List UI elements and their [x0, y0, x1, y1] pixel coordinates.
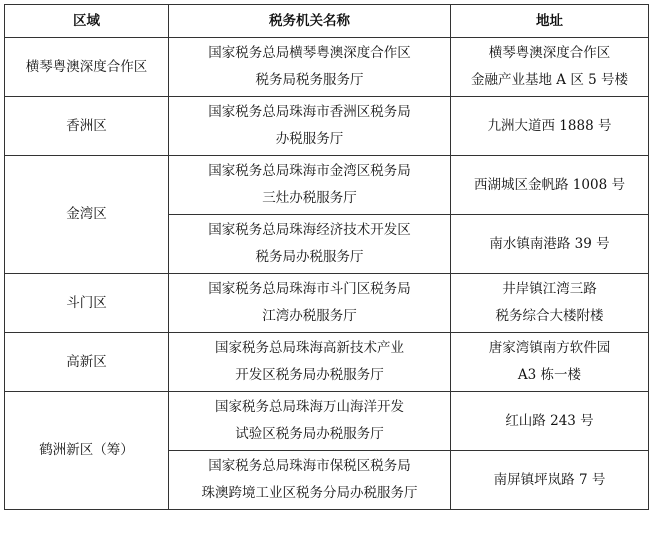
office-name-cell: 国家税务总局横琴粤澳深度合作区 税务局税务服务厅: [169, 38, 451, 97]
region-cell: 高新区: [5, 333, 169, 392]
region-cell: 斗门区: [5, 274, 169, 333]
header-region: 区域: [5, 5, 169, 38]
office-name-cell: 国家税务总局珠海市斗门区税务局 江湾办税服务厅: [169, 274, 451, 333]
table-row: [5, 156, 649, 215]
table-row: [5, 97, 649, 156]
address-cell: 九洲大道西 1888 号: [451, 97, 649, 156]
table-row: [5, 333, 649, 392]
region-cell: 金湾区: [5, 156, 169, 274]
table-row: [5, 274, 649, 333]
region-cell: 鹤洲新区（筹）: [5, 392, 169, 510]
address-cell: 红山路 243 号: [451, 392, 649, 451]
address-cell: 井岸镇江湾三路 税务综合大楼附楼: [451, 274, 649, 333]
region-cell: 横琴粤澳深度合作区: [5, 38, 169, 97]
address-cell: 西湖城区金帆路 1008 号: [451, 156, 649, 215]
address-cell: 南水镇南港路 39 号: [451, 215, 649, 274]
office-name-cell: 国家税务总局珠海高新技术产业 开发区税务局办税服务厅: [169, 333, 451, 392]
table-header-row: [5, 5, 649, 38]
header-address: 地址: [451, 5, 649, 38]
office-name-cell: 国家税务总局珠海市金湾区税务局 三灶办税服务厅: [169, 156, 451, 215]
header-office-name: 税务机关名称: [169, 5, 451, 38]
office-name-cell: 国家税务总局珠海万山海洋开发 试验区税务局办税服务厅: [169, 392, 451, 451]
tax-office-table: [4, 4, 649, 510]
office-name-cell: 国家税务总局珠海经济技术开发区 税务局办税服务厅: [169, 215, 451, 274]
table-row: [5, 392, 649, 451]
office-name-cell: 国家税务总局珠海市保税区税务局 珠澳跨境工业区税务分局办税服务厅: [169, 451, 451, 510]
address-cell: 南屏镇坪岚路 7 号: [451, 451, 649, 510]
region-cell: 香洲区: [5, 97, 169, 156]
office-name-cell: 国家税务总局珠海市香洲区税务局 办税服务厅: [169, 97, 451, 156]
table-row: [5, 38, 649, 97]
address-cell: 横琴粤澳深度合作区 金融产业基地 A 区 5 号楼: [451, 38, 649, 97]
address-cell: 唐家湾镇南方软件园 A3 栋一楼: [451, 333, 649, 392]
